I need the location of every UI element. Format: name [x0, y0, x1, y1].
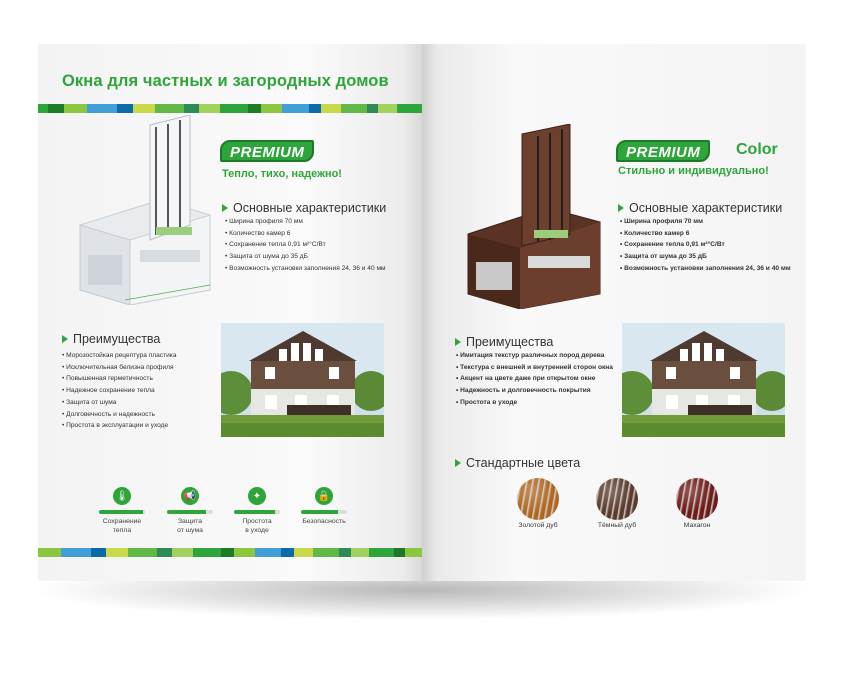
triangle-bullet-icon: [618, 204, 624, 212]
list-item: • Возможность установки заполнения 24, 36 и 40 мм: [225, 263, 386, 275]
feature-heat-retention: [92, 487, 152, 535]
stripe-segment: [220, 104, 248, 113]
stripe-segment: [261, 104, 281, 113]
stripe-segment: [61, 548, 91, 557]
feature-level-bar: [167, 510, 213, 514]
advantages-heading-label: Преимущества: [466, 335, 554, 349]
stripe-segment: [367, 104, 379, 113]
colors-heading-label: Стандартные цвета: [466, 456, 581, 470]
specs-heading-label: Основные характеристики: [629, 201, 783, 215]
stripe-segment: [221, 548, 234, 557]
feature-label: Защита от шума: [177, 518, 203, 534]
stripe-segment: [394, 548, 405, 557]
list-item: • Акцент на цвете даже при открытом окне: [456, 373, 613, 385]
stripe-segment: [199, 104, 220, 113]
triangle-bullet-icon: [222, 204, 228, 212]
stripe-segment: [106, 548, 128, 557]
list-item: • Надежность и долговечность покрытия: [456, 385, 613, 397]
stripe-segment: [48, 104, 64, 113]
stripe-segment: [157, 548, 171, 557]
stripe-segment: [38, 548, 61, 557]
decorative-stripe-top-left: [38, 104, 422, 113]
swatch-label: Золотой дуб: [518, 522, 558, 529]
feature-label: Сохранение тепла: [102, 518, 142, 534]
swatch-label: Тёмный дуб: [597, 522, 637, 529]
feature-easy-care: [227, 487, 287, 535]
stripe-segment: [133, 104, 155, 113]
feature-level-bar: [99, 510, 145, 514]
specs-heading-label: Основные характеристики: [233, 201, 387, 215]
house-photo: [622, 323, 785, 437]
stripe-segment: [282, 104, 309, 113]
list-item: • Надежное сохранение тепла: [62, 385, 176, 397]
decorative-stripe-bottom-left: [38, 548, 422, 557]
list-item: • Ширина профиля 70 мм: [620, 216, 791, 228]
list-item: • Количество камер 6: [225, 228, 386, 240]
lock-icon: 🔒: [315, 487, 333, 505]
list-item: • Защита от шума до 35 дБ: [225, 251, 386, 263]
list-item: • Долговечность и надежность: [62, 409, 176, 421]
slogan: Стильно и индивидуально!: [618, 165, 769, 177]
feature-label: Безопасность: [302, 518, 346, 525]
megaphone-icon: 📢: [181, 487, 199, 505]
stripe-segment: [91, 548, 106, 557]
color-swatch-mahogany: [676, 478, 718, 520]
premium-badge: PREMIUM: [220, 140, 314, 162]
stripe-segment: [369, 548, 394, 557]
stripe-segment: [172, 548, 193, 557]
list-item: • Ширина профиля 70 мм: [225, 216, 386, 228]
stripe-segment: [351, 548, 369, 557]
specs-list: [225, 216, 386, 275]
list-item: • Возможность установки заполнения 24, 36 и 40 мм: [620, 263, 791, 275]
stripe-segment: [378, 104, 396, 113]
stripe-segment: [294, 548, 313, 557]
slogan: Тепло, тихо, надежно!: [222, 168, 342, 180]
feature-label: Простота в уходе: [242, 518, 272, 534]
list-item: • Морозостойкая рецептура пластика: [62, 350, 176, 362]
house-photo: [221, 323, 384, 437]
stripe-segment: [397, 104, 422, 113]
list-item: • Повышенная герметичность: [62, 373, 176, 385]
spray-bottle-icon: ✦: [248, 487, 266, 505]
triangle-bullet-icon: [455, 338, 461, 346]
feature-noise-protection: [160, 487, 220, 535]
stripe-segment: [309, 104, 322, 113]
advantages-heading: [62, 332, 160, 346]
stripe-segment: [255, 548, 282, 557]
white-window-profile-image: [70, 115, 220, 305]
feature-level-bar: [234, 510, 280, 514]
stripe-segment: [341, 104, 367, 113]
list-item: • Простота в эксплуатации и уходе: [62, 420, 176, 432]
swatch-label: Махагон: [683, 522, 711, 529]
colors-heading: [455, 456, 580, 470]
stripe-segment: [87, 104, 117, 113]
thermometer-icon: 🌡: [113, 487, 131, 505]
stripe-segment: [38, 104, 48, 113]
list-item: • Исключительная белизна профиля: [62, 362, 176, 374]
premium-badge: PREMIUM: [616, 140, 710, 162]
stripe-segment: [313, 548, 339, 557]
advantages-heading: [455, 335, 553, 349]
feature-level-bar: [301, 510, 347, 514]
list-item: • Защита от шума до 35 дБ: [620, 251, 791, 263]
stripe-segment: [193, 548, 221, 557]
specs-heading: [222, 201, 386, 215]
page-title: Окна для частных и загородных домов: [62, 72, 389, 90]
advantages-list: [456, 350, 613, 409]
stripe-segment: [248, 104, 262, 113]
specs-list: [620, 216, 791, 275]
stripe-segment: [64, 104, 87, 113]
list-item: • Простота в уходе: [456, 397, 613, 409]
list-item: • Текстура с внешней и внутренней сторон окна: [456, 362, 613, 374]
list-item: • Сохранение тепла 0,91 м²°С/Вт: [225, 239, 386, 251]
list-item: • Защита от шума: [62, 397, 176, 409]
triangle-bullet-icon: [62, 335, 68, 343]
list-item: • Количество камер 6: [620, 228, 791, 240]
feature-safety: [294, 487, 354, 527]
stripe-segment: [321, 104, 340, 113]
stripe-segment: [405, 548, 422, 557]
specs-heading: [618, 201, 782, 215]
color-window-profile-image: [462, 124, 612, 309]
color-swatch-dark-oak: [596, 478, 638, 520]
list-item: • Сохранение тепла 0,91 м²°С/Вт: [620, 239, 791, 251]
advantages-heading-label: Преимущества: [73, 332, 161, 346]
triangle-bullet-icon: [455, 459, 461, 467]
stripe-segment: [155, 104, 184, 113]
list-item: • Имитация текстур различных пород дерева: [456, 350, 613, 362]
stripe-segment: [117, 104, 132, 113]
stripe-segment: [281, 548, 294, 557]
stripe-segment: [339, 548, 351, 557]
stripe-segment: [234, 548, 254, 557]
stripe-segment: [128, 548, 157, 557]
stripe-segment: [184, 104, 199, 113]
premium-color-label: Color: [736, 141, 778, 158]
color-swatch-golden-oak: [517, 478, 559, 520]
advantages-list: [62, 350, 176, 432]
